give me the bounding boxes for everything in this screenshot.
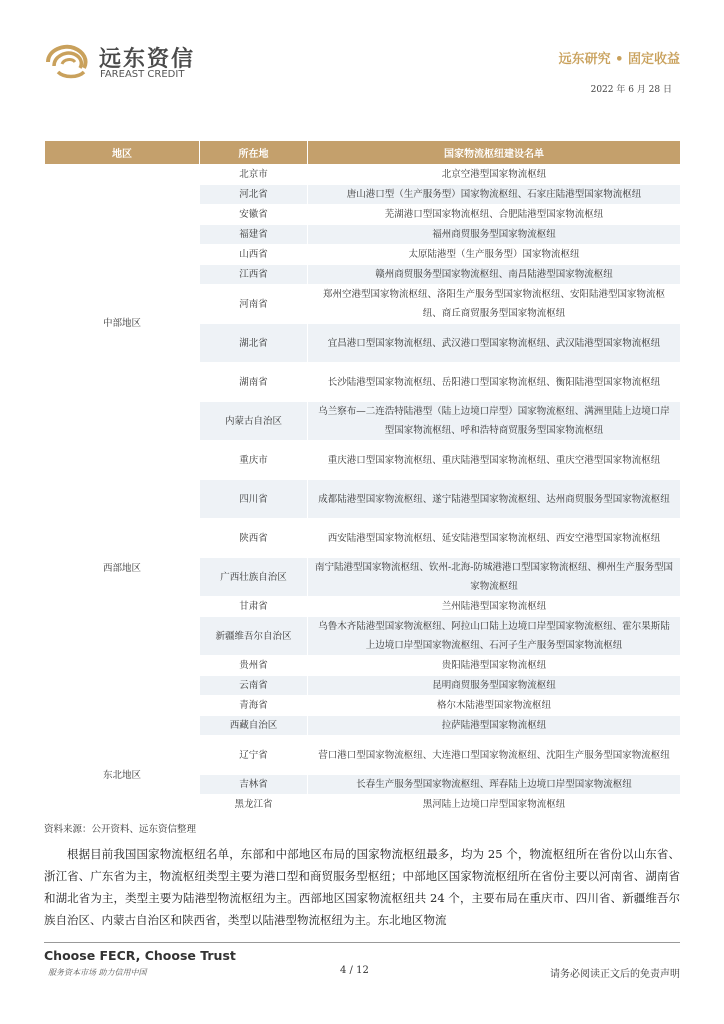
hub-names-cell: 格尔木陆港型国家物流枢纽 [308,696,681,716]
province-cell: 重庆市 [200,441,308,480]
table-header-row [45,141,681,165]
hub-names-cell: 重庆港口型国家物流枢纽、重庆陆港型国家物流枢纽、重庆空港型国家物流枢纽 [308,441,681,480]
hub-names-cell: 唐山港口型（生产服务型）国家物流枢纽、石家庄陆港型国家物流枢纽 [308,185,681,205]
hub-names-cell: 兰州陆港型国家物流枢纽 [308,597,681,617]
province-cell: 新疆维吾尔自治区 [200,617,308,656]
footer-slogan-chinese: 服务资本市场 助力信用中国 [48,968,147,977]
province-cell: 安徽省 [200,205,308,225]
province-cell: 北京市 [200,165,308,185]
hub-names-cell: 黑河陆上边境口岸型国家物流枢纽 [308,795,681,815]
province-cell: 陕西省 [200,519,308,558]
hub-names-cell: 芜湖港口型国家物流枢纽、合肥陆港型国家物流枢纽 [308,205,681,225]
province-cell: 湖北省 [200,324,308,363]
region-cell-blank [45,165,200,245]
province-cell: 云南省 [200,676,308,696]
hub-names-cell: 营口港口型国家物流枢纽、大连港口型国家物流枢纽、沈阳生产服务型国家物流枢纽 [308,736,681,775]
province-cell: 青海省 [200,696,308,716]
province-cell: 河北省 [200,185,308,205]
column-header-hub-list: 国家物流枢纽建设名单 [308,141,681,165]
hub-names-cell: 宜昌港口型国家物流枢纽、武汉港口型国家物流枢纽、武汉陆港型国家物流枢纽 [308,324,681,363]
province-cell: 河南省 [200,285,308,324]
hub-names-cell: 北京空港型国家物流枢纽 [308,165,681,185]
logo-mark-icon [44,42,92,82]
table-row [45,165,681,185]
province-cell: 黑龙江省 [200,795,308,815]
page-number: 4 / 12 [340,965,369,976]
province-cell: 山西省 [200,245,308,265]
company-logo [44,42,194,84]
disclaimer-note: 请务必阅读正文后的免责声明 [550,969,680,980]
hub-names-cell: 乌鲁木齐陆港型国家物流枢纽、阿拉山口陆上边境口岸型国家物流枢纽、霍尔果斯陆上边境口岸型国家物流枢纽、石河子生产服务型国家物流枢纽 [308,617,681,656]
hub-names-cell: 长春生产服务型国家物流枢纽、珲春陆上边境口岸型国家物流枢纽 [308,775,681,795]
footer-slogan: Choose FECR, Choose Trust [44,948,236,963]
province-cell: 贵州省 [200,656,308,676]
region-cell: 东北地区 [45,736,200,815]
province-cell: 广西壮族自治区 [200,558,308,597]
hub-names-cell: 太原陆港型（生产服务型）国家物流枢纽 [308,245,681,265]
hub-names-cell: 西安陆港型国家物流枢纽、延安陆港型国家物流枢纽、西安空港型国家物流枢纽 [308,519,681,558]
hub-names-cell: 昆明商贸服务型国家物流枢纽 [308,676,681,696]
report-series: 远东研究 • 固定收益 [558,52,680,67]
logistics-hub-table [44,140,681,815]
table-row [45,402,681,441]
logo-english-name: FAREAST CREDIT [100,69,185,80]
region-cell: 中部地区 [45,245,200,402]
body-paragraph: 根据目前我国国家物流枢纽名单，东部和中部地区布局的国家物流枢纽最多，均为 25 个，物流枢纽所在省份以山东省、浙江省、广东省为主，物流枢纽类型主要为港口型和商贸服务型枢纽；中部地区国家物流枢纽所在省份主要以河南省、湖南省和湖北省为主，类型主要为陆港型物流枢纽为主。西部地区国家物流枢纽共 24 个，主要布局在重庆市、四川省、新疆维吾尔族自治区、内蒙古自治区和陕西省，类型以陆港型物流枢纽为主。东北地区物流 [44,847,680,927]
province-cell: 湖南省 [200,363,308,402]
hub-names-cell: 长沙陆港型国家物流枢纽、岳阳港口型国家物流枢纽、衡阳陆港型国家物流枢纽 [308,363,681,402]
province-cell: 西藏自治区 [200,716,308,736]
hub-names-cell: 成都陆港型国家物流枢纽、遂宁陆港型国家物流枢纽、达州商贸服务型国家物流枢纽 [308,480,681,519]
page-header [0,0,724,110]
column-header-province: 所在地 [200,141,308,165]
province-cell: 吉林省 [200,775,308,795]
table-row [45,245,681,265]
hub-names-cell: 南宁陆港型国家物流枢纽、钦州-北海-防城港港口型国家物流枢纽、柳州生产服务型国家物流枢纽 [308,558,681,597]
column-header-region: 地区 [45,141,200,165]
hub-names-cell: 郑州空港型国家物流枢纽、洛阳生产服务型国家物流枢纽、安阳陆港型国家物流枢纽、商丘商贸服务型国家物流枢纽 [308,285,681,324]
hub-names-cell: 贵阳陆港型国家物流枢纽 [308,656,681,676]
province-cell: 福建省 [200,225,308,245]
hub-names-cell: 乌兰察布—二连浩特陆港型（陆上边境口岸型）国家物流枢纽、满洲里陆上边境口岸型国家物流枢纽、呼和浩特商贸服务型国家物流枢纽 [308,402,681,441]
region-cell: 西部地区 [45,402,200,736]
province-cell: 江西省 [200,265,308,285]
province-cell: 辽宁省 [200,736,308,775]
province-cell: 甘肃省 [200,597,308,617]
hub-names-cell: 福州商贸服务型国家物流枢纽 [308,225,681,245]
hub-names-cell: 赣州商贸服务型国家物流枢纽、南昌陆港型国家物流枢纽 [308,265,681,285]
logo-chinese-name: 远东资信 [99,47,196,72]
province-cell: 内蒙古自治区 [200,402,308,441]
report-date: 2022 年 6 月 28 日 [590,85,672,95]
hub-names-cell: 拉萨陆港型国家物流枢纽 [308,716,681,736]
province-cell: 四川省 [200,480,308,519]
table-source-note: 资料来源：公开资料、远东资信整理 [44,824,197,835]
table-row [45,736,681,775]
footer-divider [44,942,680,943]
